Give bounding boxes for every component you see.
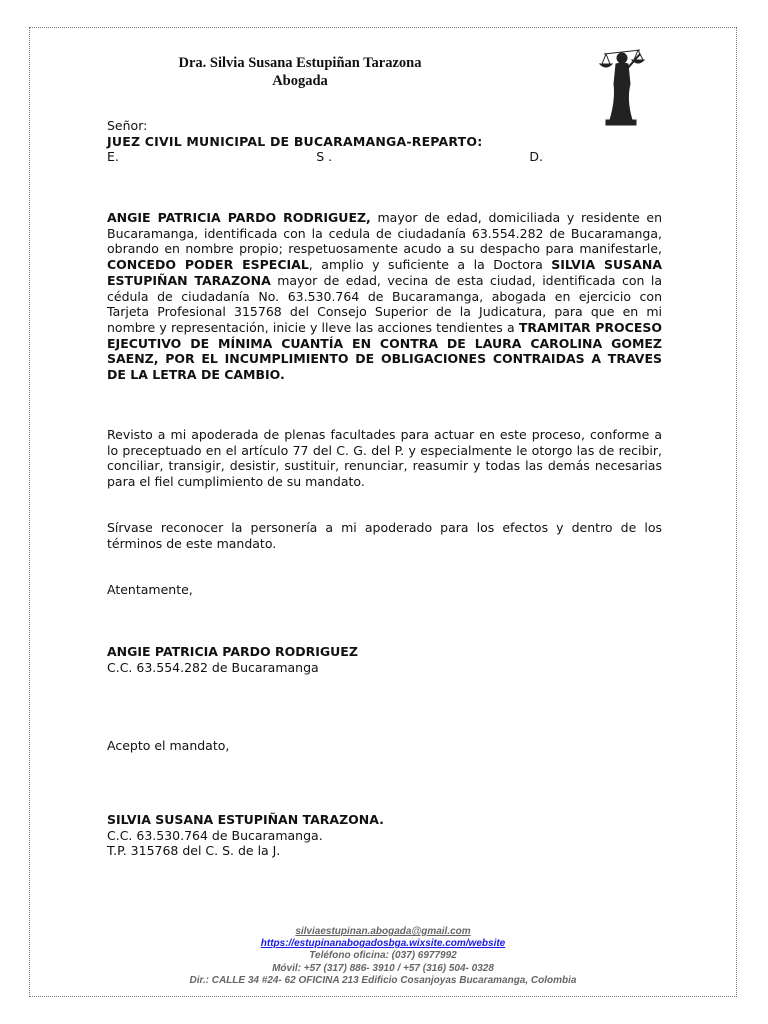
- letterhead-title: Abogada: [272, 73, 328, 89]
- closing: Atentamente,: [107, 582, 193, 597]
- client-signature-name: ANGIE PATRICIA PARDO RODRIGUEZ: [107, 644, 358, 659]
- footer-phone: Teléfono oficina: (037) 6977992: [309, 950, 457, 962]
- lawyer-signature-name: SILVIA SUSANA ESTUPIÑAN TARAZONA.: [107, 812, 384, 827]
- grant-text-b: , amplio y suficiente a la Doctora: [308, 257, 552, 273]
- acceptance: Acepto el mandato,: [107, 738, 230, 753]
- client-signature-block: [107, 644, 662, 675]
- footer: [110, 926, 656, 987]
- greeting: Señor:: [107, 118, 148, 133]
- lawyer-signature-id: C.C. 63.530.764 de Bucaramanga.: [107, 827, 323, 843]
- esd-e: E.: [107, 149, 119, 165]
- footer-email[interactable]: silviaestupinan.abogada@gmail.com: [295, 926, 471, 937]
- esd-line: [107, 149, 543, 165]
- client-name: ANGIE PATRICIA PARDO RODRIGUEZ,: [107, 210, 371, 225]
- grant-phrase: CONCEDO PODER ESPECIAL: [107, 257, 309, 273]
- lawyer-signature-block: [107, 812, 662, 859]
- lawyer-signature-tp: T.P. 315768 del C. S. de la J.: [107, 843, 281, 859]
- esd-d: D.: [529, 149, 543, 165]
- footer-mobile: Móvil: +57 (317) 886- 3910 / +57 (316) 504- 0328: [272, 962, 494, 974]
- esd-s: S .: [316, 149, 333, 165]
- lawyer-name: SILVIA SUSANA ESTUPIÑAN TARAZONA: [107, 257, 662, 288]
- lady-justice-icon: [596, 40, 646, 126]
- recognition-paragraph: Sírvase reconocer la personería a mi apoderado para los efectos y dentro de los términos de este mandato.: [107, 520, 662, 551]
- footer-website-link[interactable]: https://estupinanabogadosbga.wixsite.com/website: [260, 938, 506, 950]
- powers-paragraph: Revisto a mi apoderada de plenas facultades para actuar en este proceso, conforme a lo preceptuado en el artículo 77 del C. G. del P. y especialmente le otorgo las de recibir, conciliar, transigir, desistir, sustituir, renunciar, reasumir y todas las demás necesarias para el fiel cumplimiento de su mandato.: [107, 427, 662, 490]
- salutation: [107, 118, 662, 165]
- letterhead: [140, 54, 460, 90]
- court-addressee: JUEZ CIVIL MUNICIPAL DE BUCARAMANGA-REPARTO:: [107, 133, 483, 149]
- grant-paragraph: [107, 210, 662, 383]
- grant-text-a: mayor de edad, domiciliada y residente en Bucaramanga, identificada con la cedula de ciudadanía 63.554.282 de Bucaramanga, obrando en nombre propio; respetuosamente acudo a su despacho para manifestarle,: [107, 210, 662, 257]
- footer-address: Dir.: CALLE 34 #24- 62 OFICINA 213 Edificio Cosanjoyas Bucaramanga, Colombia: [189, 974, 577, 986]
- client-signature-id: C.C. 63.554.282 de Bucaramanga: [107, 659, 319, 675]
- grant-text-c: mayor de edad, vecina de esta ciudad, identificada con la cédula de ciudadanía No. 63.530.764 de Bucaramanga, abogada en ejercicio con Tarjeta Profesional 315768 del Consejo Superior de la Judicatura, para que en mi nombre y representación, inicie y lleve las acciones tendientes a: [107, 272, 663, 335]
- letterhead-name: Dra. Silvia Susana Estupiñan Tarazona: [178, 55, 422, 71]
- purpose-text: TRAMITAR PROCESO EJECUTIVO DE MÍNIMA CUANTÍA EN CONTRA DE LAURA CAROLINA GOMEZ SAENZ, POR EL INCUMPLIMIENTO DE OBLIGACIONES CONTRAIDAS A TRAVES DE LA LETRA DE CAMBIO.: [107, 319, 662, 383]
